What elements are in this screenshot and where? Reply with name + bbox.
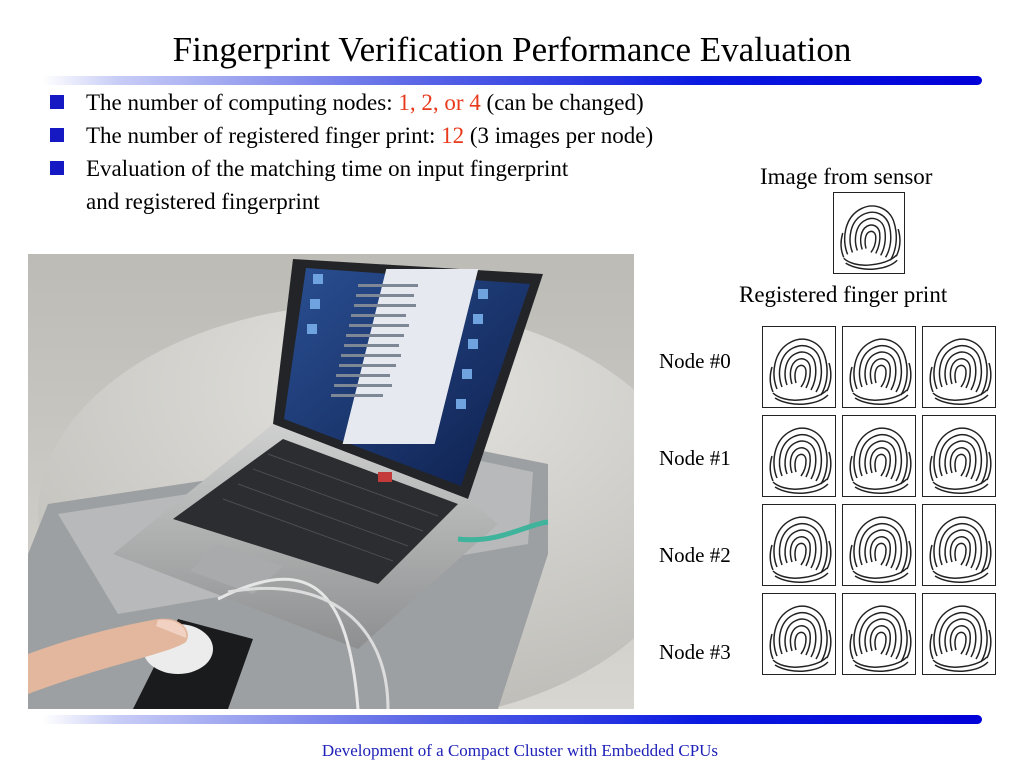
bullet-text-tail: (can be changed) <box>480 90 644 115</box>
fingerprint-node3-1 <box>762 593 836 675</box>
registered-caption: Registered finger print <box>739 282 948 307</box>
fingerprint-node0-3 <box>922 326 996 408</box>
bullet-highlight: 12 <box>441 123 465 148</box>
fingerprint-node1-3 <box>922 415 996 497</box>
sensor-caption: Image from sensor <box>760 164 933 189</box>
node-label-3: Node #3 <box>659 640 731 664</box>
fingerprint-node3-3 <box>922 593 996 675</box>
square-bullet-icon <box>50 95 64 109</box>
fingerprint-node1-1 <box>762 415 836 497</box>
fingerprint-node0-1 <box>762 326 836 408</box>
fingerprint-node2-1 <box>762 504 836 586</box>
bottom-divider <box>42 715 982 724</box>
fingerprint-node2-2 <box>842 504 916 586</box>
bullet-item-registered <box>48 119 653 152</box>
bullet-text: The number of registered finger print: <box>86 123 442 148</box>
fingerprint-node2-3 <box>922 504 996 586</box>
bullet-text: Evaluation of the matching time on input fingerprint <box>86 156 569 181</box>
top-divider <box>42 76 982 85</box>
bullet-text: The number of computing nodes: <box>86 90 399 115</box>
node-label-0: Node #0 <box>659 349 731 373</box>
square-bullet-icon <box>50 161 64 175</box>
node-label-2: Node #2 <box>659 543 731 567</box>
bullet-text-continued: and registered fingerprint <box>86 189 320 214</box>
square-bullet-icon <box>50 128 64 142</box>
bullet-item-nodes <box>48 86 653 119</box>
node-label-1: Node #1 <box>659 446 731 470</box>
bullet-item-evaluation <box>48 152 653 218</box>
slide-title: Fingerprint Verification Performance Evaluation <box>172 30 852 69</box>
fingerprint-node3-2 <box>842 593 916 675</box>
slide-footer: Development of a Compact Cluster with Embedded CPUs <box>321 741 719 760</box>
fingerprint-node1-2 <box>842 415 916 497</box>
laptop-photo <box>28 254 634 709</box>
bullet-highlight: 1, 2, or 4 <box>398 90 481 115</box>
sensor-fingerprint-image <box>833 192 905 274</box>
bullet-text-tail: (3 images per node) <box>464 123 654 148</box>
fingerprint-node0-2 <box>842 326 916 408</box>
bullet-list <box>48 86 653 218</box>
